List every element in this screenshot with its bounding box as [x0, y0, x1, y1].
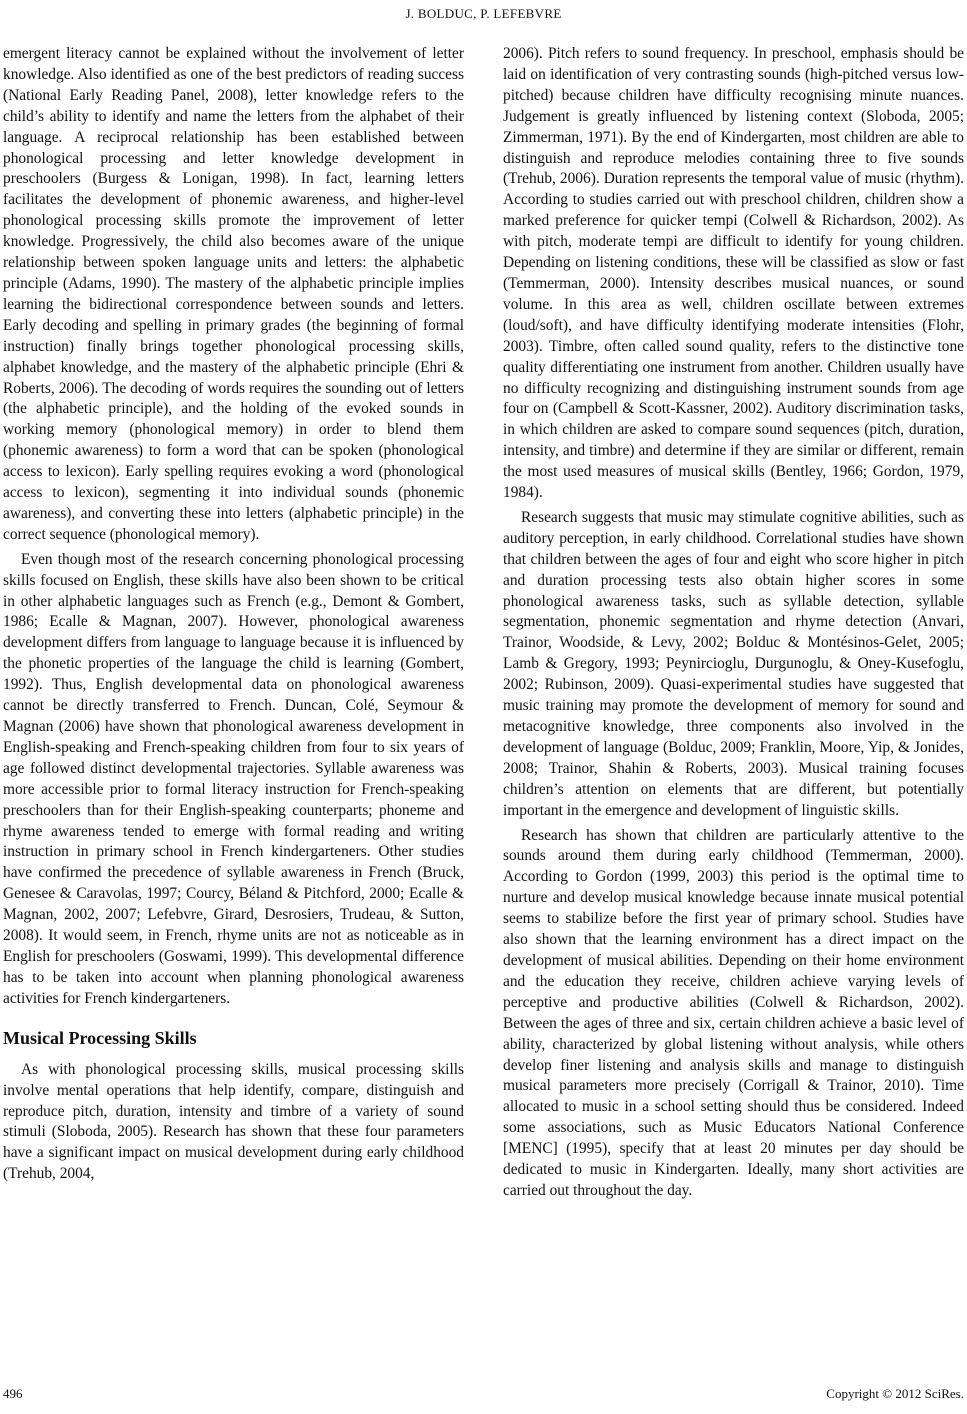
section-heading: Musical Processing Skills	[3, 1027, 197, 1048]
copyright-notice: Copyright © 2012 SciRes.	[826, 1386, 964, 1401]
body-paragraph: Research has shown that children are particularly attentive to the sounds around them during early childhood (Temmerman, 2000). According to Gordon (1999, 2003) this period is the optimal time to nurture and develop musical knowledge because innate musical potential seems to stabilize before the first year of primary school. Studies have also shown that the learning environment has a direct impact on the development of musical abilities. Depending on their home environment and the education they receive, children achieve varying levels of perceptive and productive abilities (Colwell & Richardson, 2002). Between the ages of three and six, certain children achieve a basic level of ability, characterized by global listening without analysis, while others develop finer listening and analysis skills and manage to distinguish musical parameters more precisely (Corrigall & Trainor, 2010). Time allocated to music in a school setting should thus be considered. Indeed some associations, such as Music Educators National Conference [MENC] (1995), specify that at least 20 minutes per day should be dedicated to music in Kindergarten. Ideally, many short activities are carried out throughout the day.	[503, 826, 964, 1199]
body-paragraph: Even though most of the research concerning phonological processing skills focused on English, these skills have also been shown to be critical in other alphabetic languages such as French (e.g., Demont & Gombert, 1986; Ecalle & Magnan, 2007). However, phonological awareness development differs from language to language because it is influenced by the phonetic properties of the language the child is learning (Gombert, 1992). Thus, English developmental data on phonological awareness cannot be directly transferred to French. Duncan, Colé, Seymour & Magnan (2006) have shown that phonological awareness development in English-speaking and French-speaking children from four to six years of age followed distinct developmental trajectories. Syllable awareness was more accessible prior to formal literacy instruction for French-speaking preschoolers than for their English-speaking counterparts; phoneme and rhyme awareness tended to emerge with formal reading and writing instruction in primary school in French kindergarteners. Other studies have confirmed the precedence of syllable awareness in French (Bruck, Genesee & Caravolas, 1997; Courcy, Béland & Pitchford, 2000; Ecalle & Magnan, 2002, 2007; Lefebvre, Girard, Desrosiers, Trudeau, & Sutton, 2008). It would seem, in French, rhyme units are not as noticeable as in English for preschoolers (Goswami, 1999). This developmental difference has to be taken into account when planning phonological awareness activities for French kindergarteners.	[3, 550, 464, 1007]
body-paragraph: Research suggests that music may stimulate cognitive abilities, such as auditory perception, in early childhood. Correlational studies have shown that children between the ages of four and eight who score higher in pitch and duration processing tests also obtain higher scores in some phonological awareness tasks, such as syllable detection, syllable segmentation, phonemic segmentation and rhyme detection (Anvari, Trainor, Woodside, & Levy, 2002; Bolduc & Montésinos-Gelet, 2005; Lamb & Gregory, 1993; Peynircioglu, Durgunoglu, & Oney-Kusefoglu, 2002; Rubinson, 2009). Quasi-experimental studies have suggested that music training may promote the development of memory for sound and metacognitive knowledge, three components also involved in the development of language (Bolduc, 2009; Franklin, Moore, Yip, & Jonides, 2008; Trainor, Shahin & Roberts, 2003). Musical training focuses children’s attention on elements that are different, but potentially important in the emergence and development of linguistic skills.	[503, 508, 964, 819]
body-paragraph: 2006). Pitch refers to sound frequency. In preschool, emphasis should be laid on identification of very contrasting sounds (high-pitched versus low-pitched) because children have difficulty recognising minute nuances. Judgement is greatly influenced by listening context (Sloboda, 2005; Zimmerman, 1971). By the end of Kindergarten, most children are able to distinguish and reproduce melodies containing three to five sounds (Trehub, 2006). Duration represents the temporal value of music (rhythm). According to studies carried out with preschool children, children show a marked preference for quicker tempi (Colwell & Richardson, 2002). As with pitch, moderate tempi are difficult to identify for young children. Depending on listening conditions, these will be classified as slow or fast (Temmerman, 2000). Intensity describes musical nuances, or sound volume. In this area as well, children oscillate between extremes (loud/soft), and have difficulty identifying moderate intensities (Flohr, 2003). Timbre, often called sound quality, refers to the distinctive tone quality differentiating one instrument from another. Children usually have no difficulty recognizing and distinguishing instrument sounds from age four on (Campbell & Scott-Kassner, 2002). Auditory discrimination tasks, in which children are asked to compare sound sequences (pitch, duration, intensity, and timbre) and determine if they are similar or different, remain the most used measures of musical skills (Bentley, 1966; Gordon, 1979, 1984).	[503, 45, 964, 502]
body-paragraph: As with phonological processing skills, musical processing skills involve mental operations that help identify, compare, distinguish and reproduce pitch, duration, intensity and timbre of a variety of sound stimuli (Sloboda, 2005). Research has shown that these four parameters have a significant impact on musical development during early childhood (Trehub, 2004,	[3, 1060, 464, 1183]
page-number: 496	[3, 1386, 23, 1401]
running-head: J. BOLDUC, P. LEFEBVRE	[405, 6, 562, 21]
left-column	[3, 44, 464, 1185]
body-paragraph: emergent literacy cannot be explained without the involvement of letter knowledge. Also identified as one of the best predictors of reading success (National Early Reading Panel, 2008), letter knowledge refers to the child’s ability to identify and name the letters from the alphabet of their language. A reciprocal relationship has been established between phonological processing and letter knowledge development in preschoolers (Burgess & Lonigan, 1998). In fact, learning letters facilitates the development of phonemic awareness, and higher-level phonological processing skills promote the improvement of letter knowledge. Progressively, the child also becomes aware of the unique relationship between spoken language units and letters: the alphabetic principle (Adams, 1990). The mastery of the alphabetic principle implies learning the bidirectional correspondence between sounds and letters. Early decoding and spelling in primary grades (the beginning of formal instruction) finally brings together phonological processing skills, alphabet knowledge, and the mastery of the alphabetic principle (Ehri & Roberts, 2006). The decoding of words requires the sounding out of letters (the alphabetic principle), and the holding of the evoked sounds in working memory (phonological memory) in order to blend them (phonemic awareness) to form a word that can be spoken (phonological access to lexicon). Early spelling requires evoking a word (phonological access to lexicon), segmenting it into individual sounds (phonemic awareness), and converting these into letters (alphabetic principle) in the correct sequence (phonological memory).	[3, 45, 464, 543]
right-column	[503, 44, 964, 1202]
